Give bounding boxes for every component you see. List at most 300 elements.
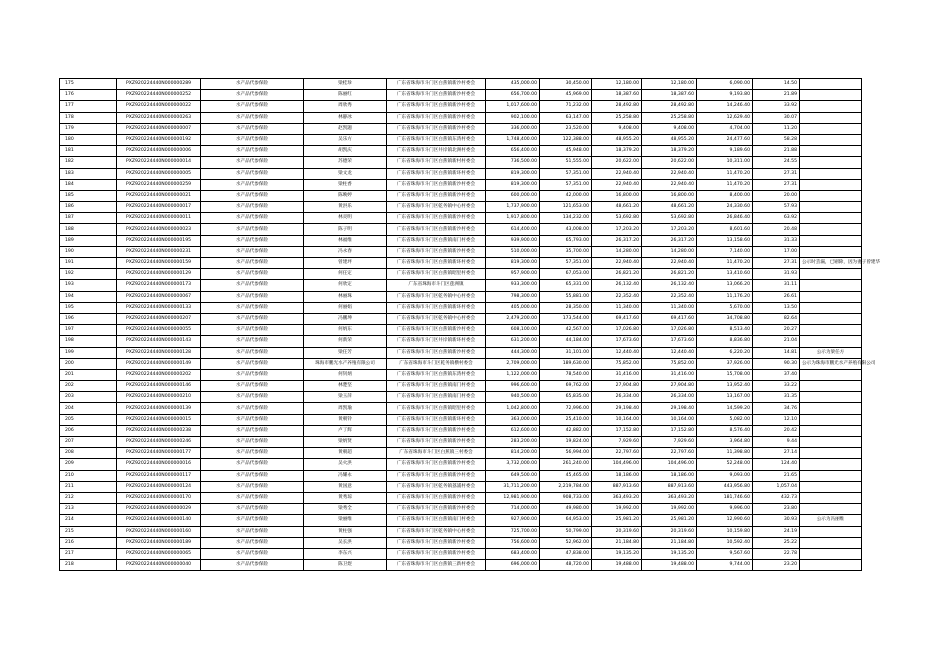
cell-row-number: 195 (60, 302, 117, 313)
cell-county-subsidy: 6,220.20 (697, 347, 753, 358)
cell-row-number: 205 (60, 414, 117, 425)
cell-central-subsidy: 17,203.20 (592, 224, 642, 235)
table-row (60, 381, 862, 392)
cell-county-subsidy: 10,311.00 (697, 157, 753, 168)
cell-address: 广东省珠海市斗门区白蕉镇新环村委会 (387, 302, 486, 313)
cell-premium: 71,232.00 (540, 101, 592, 112)
cell-central-subsidy: 75,852.00 (592, 358, 642, 369)
cell-premium: 30,450.00 (540, 79, 592, 90)
cell-provincial-subsidy: 12,440.40 (642, 347, 697, 358)
cell-row-number: 184 (60, 179, 117, 190)
cell-provincial-subsidy: 48,661.20 (642, 202, 697, 213)
cell-provincial-subsidy: 104,496.00 (642, 459, 697, 470)
cell-row-number: 214 (60, 515, 117, 526)
cell-provincial-subsidy: 28,492.80 (642, 101, 697, 112)
cell-address: 广东省珠海市斗门区白蕉镇新沙村委会 (387, 101, 486, 112)
cell-row-number: 207 (60, 437, 117, 448)
cell-insured-name: 冯永春 (304, 246, 387, 257)
cell-address: 广东省珠海市斗门区白蕉镇新沙村委会 (387, 246, 486, 257)
cell-premium: 23,520.00 (540, 123, 592, 134)
cell-address: 广东省珠海市斗门区白蕉镇三新村委会 (387, 560, 486, 571)
cell-address: 广东省珠海市斗门区白蕉镇东湾村委会 (387, 369, 486, 380)
cell-premium: 65,793.00 (540, 235, 592, 246)
cell-policy-number: PXZ920224440N000000014 (117, 157, 201, 168)
table-row (60, 246, 862, 257)
cell-provincial-subsidy: 16,800.00 (642, 190, 697, 201)
cell-remark (800, 224, 862, 235)
cell-quantity: 25.22 (753, 537, 800, 548)
cell-insured-amount: 819,300.00 (486, 258, 540, 269)
cell-policy-number: PXZ920224440N000000146 (117, 381, 201, 392)
cell-insurance-type: 水产品代参保险 (201, 425, 304, 436)
table-row (60, 213, 862, 224)
cell-insured-name: 曾建坪 (304, 258, 387, 269)
cell-premium: 45,465.00 (540, 470, 592, 481)
cell-insured-amount: 444,300.00 (486, 347, 540, 358)
cell-county-subsidy: 8,601.60 (697, 224, 753, 235)
cell-county-subsidy: 11,398.80 (697, 448, 753, 459)
table-row (60, 123, 862, 134)
cell-remark (800, 437, 862, 448)
cell-policy-number: PXZ920224440N000000195 (117, 235, 201, 246)
cell-quantity: 27.31 (753, 168, 800, 179)
cell-remark (800, 246, 862, 257)
cell-row-number: 199 (60, 347, 117, 358)
cell-central-subsidy: 19,135.20 (592, 548, 642, 559)
cell-insured-amount: 31,711,200.00 (486, 481, 540, 492)
cell-insured-name: 梁丽维 (304, 515, 387, 526)
table-row (60, 560, 862, 571)
cell-central-subsidy: 22,797.60 (592, 448, 642, 459)
cell-premium: 25,410.00 (540, 414, 592, 425)
cell-provincial-subsidy: 14,280.00 (642, 246, 697, 257)
cell-insured-name: 何任定 (304, 269, 387, 280)
cell-remark (800, 492, 862, 503)
cell-address: 广东省珠海市斗门区白蕉镇昭里村委会 (387, 403, 486, 414)
cell-provincial-subsidy: 27,904.80 (642, 381, 697, 392)
cell-policy-number: PXZ920224440N000000202 (117, 369, 201, 380)
cell-insurance-type: 水产品代参保险 (201, 336, 304, 347)
cell-insurance-type: 水产品代参保险 (201, 157, 304, 168)
cell-insured-name: 林炎明 (304, 213, 387, 224)
cell-premium: 57,351.00 (540, 258, 592, 269)
cell-insurance-type: 水产品代参保险 (201, 213, 304, 224)
cell-county-subsidy: 26,846.40 (697, 213, 753, 224)
cell-insurance-type: 水产品代参保险 (201, 448, 304, 459)
cell-insurance-type: 水产品代参保险 (201, 392, 304, 403)
table-row (60, 481, 862, 492)
cell-quantity: 21.65 (753, 470, 800, 481)
cell-premium: 42,567.00 (540, 325, 592, 336)
cell-insurance-type: 水产品代参保险 (201, 414, 304, 425)
cell-insured-amount: 1,748,400.00 (486, 134, 540, 145)
cell-premium: 908,733.00 (540, 492, 592, 503)
cell-central-subsidy: 25,981.20 (592, 515, 642, 526)
cell-policy-number: PXZ920224440N000000011 (117, 213, 201, 224)
cell-quantity: 31.35 (753, 392, 800, 403)
cell-central-subsidy: 11,340.00 (592, 302, 642, 313)
cell-insurance-type: 水产品代参保险 (201, 79, 304, 90)
cell-premium: 31,101.00 (540, 347, 592, 358)
cell-quantity: 58.28 (753, 134, 800, 145)
cell-quantity: 90.30 (753, 358, 800, 369)
cell-insured-name: 吴火洪 (304, 459, 387, 470)
cell-county-subsidy: 5,670.00 (697, 302, 753, 313)
cell-central-subsidy: 18,379.20 (592, 146, 642, 157)
cell-row-number: 196 (60, 313, 117, 324)
cell-insured-amount: 1,122,000.00 (486, 369, 540, 380)
cell-central-subsidy: 12,180.00 (592, 79, 642, 90)
cell-insured-name: 黄秀琼 (304, 492, 387, 503)
cell-insured-amount: 756,600.00 (486, 537, 540, 548)
cell-central-subsidy: 26,132.40 (592, 280, 642, 291)
cell-insurance-type: 水产品代参保险 (201, 560, 304, 571)
cell-central-subsidy: 48,661.20 (592, 202, 642, 213)
cell-premium: 121,653.00 (540, 202, 592, 213)
table-row (60, 235, 862, 246)
cell-remark (800, 369, 862, 380)
cell-central-subsidy: 19,992.00 (592, 504, 642, 515)
cell-premium: 122,388.00 (540, 134, 592, 145)
cell-county-subsidy: 24,330.60 (697, 202, 753, 213)
cell-address: 广东省珠海市斗门区白蕉镇南门村委会 (387, 235, 486, 246)
cell-quantity: 33.92 (753, 101, 800, 112)
cell-central-subsidy: 20,622.00 (592, 157, 642, 168)
cell-provincial-subsidy: 7,929.60 (642, 437, 697, 448)
cell-row-number: 192 (60, 269, 117, 280)
cell-central-subsidy: 16,800.00 (592, 190, 642, 201)
cell-row-number: 183 (60, 168, 117, 179)
cell-policy-number: PXZ920224440N000000139 (117, 403, 201, 414)
cell-insured-name: 何炳东 (304, 325, 387, 336)
cell-insurance-type: 水产品代参保险 (201, 403, 304, 414)
cell-provincial-subsidy: 21,184.80 (642, 537, 697, 548)
cell-premium: 134,232.00 (540, 213, 592, 224)
cell-insured-name: 胡凯庆 (304, 146, 387, 157)
cell-county-subsidy: 12,629.40 (697, 112, 753, 123)
cell-provincial-subsidy: 17,673.60 (642, 336, 697, 347)
cell-insured-amount: 614,400.00 (486, 224, 540, 235)
table-row (60, 470, 862, 481)
cell-insurance-type: 水产品代参保险 (201, 112, 304, 123)
cell-row-number: 204 (60, 403, 117, 414)
cell-insurance-type: 水产品代参保险 (201, 269, 304, 280)
cell-quantity: 27.31 (753, 258, 800, 269)
cell-county-subsidy: 52,248.00 (697, 459, 753, 470)
cell-quantity: 33.22 (753, 381, 800, 392)
cell-remark (800, 101, 862, 112)
table-row (60, 134, 862, 145)
cell-premium: 72,996.00 (540, 403, 592, 414)
cell-quantity: 21.04 (753, 336, 800, 347)
cell-insured-name: 梁柱香 (304, 179, 387, 190)
cell-insurance-type: 水产品代参保险 (201, 190, 304, 201)
table-row (60, 526, 862, 537)
cell-policy-number: PXZ920224440N000000238 (117, 425, 201, 436)
cell-row-number: 210 (60, 470, 117, 481)
cell-remark: 公示为冯丽维 (800, 515, 862, 526)
cell-provincial-subsidy: 19,992.00 (642, 504, 697, 515)
cell-insured-name: 梁秀全 (304, 504, 387, 515)
cell-row-number: 206 (60, 425, 117, 436)
table-row (60, 358, 862, 369)
cell-policy-number: PXZ920224440N000000007 (117, 123, 201, 134)
cell-quantity: 26.61 (753, 291, 800, 302)
table-row (60, 537, 862, 548)
table-row (60, 515, 862, 526)
cell-policy-number: PXZ920224440N000000170 (117, 492, 201, 503)
cell-quantity: 23.20 (753, 560, 800, 571)
cell-premium: 42,000.00 (540, 190, 592, 201)
cell-policy-number: PXZ920224440N000000133 (117, 302, 201, 313)
cell-quantity: 57.93 (753, 202, 800, 213)
cell-row-number: 186 (60, 202, 117, 213)
cell-insured-name: 林楚坚 (304, 381, 387, 392)
cell-central-subsidy: 14,280.00 (592, 246, 642, 257)
table-row (60, 291, 862, 302)
cell-remark (800, 336, 862, 347)
cell-insured-name: 赵凯题 (304, 123, 387, 134)
cell-insured-amount: 819,300.00 (486, 168, 540, 179)
cell-central-subsidy: 22,940.40 (592, 179, 642, 190)
table-row (60, 280, 862, 291)
cell-provincial-subsidy: 9,408.00 (642, 123, 697, 134)
cell-central-subsidy: 363,493.20 (592, 492, 642, 503)
cell-address: 广东省珠海市斗门区乾务镇中心村委会 (387, 291, 486, 302)
table-row (60, 347, 862, 358)
cell-provincial-subsidy: 29,198.40 (642, 403, 697, 414)
cell-quantity: 124.40 (753, 459, 800, 470)
table-row (60, 403, 862, 414)
cell-county-subsidy: 37,926.00 (697, 358, 753, 369)
cell-remark: 公示为梁任方 (800, 347, 862, 358)
table-body (60, 79, 881, 571)
cell-quantity: 20.00 (753, 190, 800, 201)
cell-insured-name: 陈丽红 (304, 90, 387, 101)
cell-central-subsidy: 29,198.40 (592, 403, 642, 414)
cell-insured-name: 何丽娟 (304, 302, 387, 313)
cell-insurance-type: 水产品代参保险 (201, 492, 304, 503)
cell-county-subsidy: 13,410.60 (697, 269, 753, 280)
cell-row-number: 190 (60, 246, 117, 257)
table-row (60, 325, 862, 336)
cell-insurance-type: 水产品代参保险 (201, 258, 304, 269)
cell-provincial-subsidy: 17,026.80 (642, 325, 697, 336)
cell-insurance-type: 水产品代参保险 (201, 381, 304, 392)
table-row (60, 79, 862, 90)
cell-insured-amount: 405,000.00 (486, 302, 540, 313)
cell-quantity: 20.27 (753, 325, 800, 336)
table-row (60, 425, 862, 436)
table-row (60, 269, 862, 280)
cell-policy-number: PXZ920224440N000000124 (117, 481, 201, 492)
cell-provincial-subsidy: 12,180.00 (642, 79, 697, 90)
cell-central-subsidy: 19,488.00 (592, 560, 642, 571)
cell-insurance-type: 水产品代参保险 (201, 325, 304, 336)
cell-insured-amount: 3,732,000.00 (486, 459, 540, 470)
cell-insurance-type: 水产品代参保险 (201, 504, 304, 515)
cell-row-number: 198 (60, 336, 117, 347)
cell-central-subsidy: 27,904.80 (592, 381, 642, 392)
cell-insurance-type: 水产品代参保险 (201, 437, 304, 448)
cell-quantity: 63.92 (753, 213, 800, 224)
cell-provincial-subsidy: 11,340.00 (642, 302, 697, 313)
cell-county-subsidy: 13,952.40 (697, 381, 753, 392)
cell-remark (800, 537, 862, 548)
cell-premium: 57,351.00 (540, 179, 592, 190)
table-row (60, 369, 862, 380)
cell-policy-number: PXZ920224440N000000252 (117, 90, 201, 101)
cell-premium: 50,799.00 (540, 526, 592, 537)
cell-county-subsidy: 9,996.00 (697, 504, 753, 515)
table-row (60, 313, 862, 324)
cell-quantity: 24.55 (753, 157, 800, 168)
cell-remark (800, 504, 862, 515)
cell-county-subsidy: 4,704.00 (697, 123, 753, 134)
cell-county-subsidy: 13,167.00 (697, 392, 753, 403)
cell-address: 广东省珠海市斗门区白蕉镇新沙村委会 (387, 437, 486, 448)
cell-county-subsidy: 14,599.20 (697, 403, 753, 414)
cell-row-number: 175 (60, 79, 117, 90)
cell-address: 广东省珠海市斗门区白蕉镇新沙村委会 (387, 179, 486, 190)
cell-central-subsidy: 69,417.60 (592, 313, 642, 324)
cell-provincial-subsidy: 17,152.80 (642, 425, 697, 436)
table-row (60, 302, 862, 313)
cell-premium: 48,720.00 (540, 560, 592, 571)
cell-remark (800, 481, 862, 492)
cell-insurance-type: 水产品代参保险 (201, 134, 304, 145)
cell-remark (800, 560, 862, 571)
cell-row-number: 216 (60, 537, 117, 548)
cell-insurance-type: 水产品代参保险 (201, 481, 304, 492)
table-row (60, 224, 862, 235)
cell-insured-amount: 736,500.00 (486, 157, 540, 168)
cell-row-number: 178 (60, 112, 117, 123)
cell-insured-amount: 1,017,600.00 (486, 101, 540, 112)
cell-policy-number: PXZ920224440N000000023 (117, 224, 201, 235)
cell-premium: 51,555.00 (540, 157, 592, 168)
cell-county-subsidy: 11,470.20 (697, 179, 753, 190)
cell-policy-number: PXZ920224440N000000159 (117, 258, 201, 269)
cell-row-number: 208 (60, 448, 117, 459)
cell-county-subsidy: 3,964.80 (697, 437, 753, 448)
cell-central-subsidy: 104,496.00 (592, 459, 642, 470)
cell-insured-amount: 940,500.00 (486, 392, 540, 403)
cell-policy-number: PXZ920224440N000000006 (117, 146, 201, 157)
cell-remark (800, 548, 862, 559)
cell-remark (800, 134, 862, 145)
table-row (60, 392, 862, 403)
cell-central-subsidy: 26,334.00 (592, 392, 642, 403)
cell-row-number: 215 (60, 526, 117, 537)
cell-insured-name: 何钊炳 (304, 369, 387, 380)
cell-central-subsidy: 20,319.60 (592, 526, 642, 537)
cell-provincial-subsidy: 17,203.20 (642, 224, 697, 235)
cell-insured-amount: 814,200.00 (486, 448, 540, 459)
cell-county-subsidy: 14,246.40 (697, 101, 753, 112)
cell-remark (800, 448, 862, 459)
cell-row-number: 191 (60, 258, 117, 269)
table-row (60, 548, 862, 559)
table-row (60, 448, 862, 459)
table-row (60, 146, 862, 157)
cell-policy-number: PXZ920224440N000000005 (117, 168, 201, 179)
cell-central-subsidy: 18,186.00 (592, 470, 642, 481)
cell-address: 广东省珠海市斗门区白蕉镇新沙村委会 (387, 213, 486, 224)
cell-county-subsidy: 8,576.40 (697, 425, 753, 436)
cell-central-subsidy: 10,164.00 (592, 414, 642, 425)
cell-row-number: 194 (60, 291, 117, 302)
cell-insured-name: 林静冰 (304, 112, 387, 123)
cell-remark: 公示时丢漏，已剔除，因为妻子曾建华 (800, 258, 862, 269)
cell-premium: 55,881.00 (540, 291, 592, 302)
cell-central-subsidy: 22,940.40 (592, 258, 642, 269)
cell-quantity: 23.80 (753, 504, 800, 515)
cell-provincial-subsidy: 25,258.80 (642, 112, 697, 123)
cell-insured-name: 周欣秀 (304, 101, 387, 112)
cell-address: 广东省珠海市斗门区白蕉镇新沙村委会 (387, 347, 486, 358)
cell-insured-amount: 600,000.00 (486, 190, 540, 201)
cell-insurance-type: 水产品代参保险 (201, 537, 304, 548)
cell-insured-name: 林丽珠 (304, 291, 387, 302)
cell-insurance-type: 水产品代参保险 (201, 291, 304, 302)
cell-insured-name: 梁任芳 (304, 347, 387, 358)
cell-county-subsidy: 8,400.00 (697, 190, 753, 201)
cell-county-subsidy: 11,470.20 (697, 168, 753, 179)
cell-quantity: 20.42 (753, 425, 800, 436)
cell-remark (800, 190, 862, 201)
cell-address: 广东省珠海市斗门区白蕉镇南门村委会 (387, 381, 486, 392)
cell-address: 广东省珠海市斗门区白蕉镇新沙村委会 (387, 425, 486, 436)
cell-insurance-type: 水产品代参保险 (201, 168, 304, 179)
cell-insurance-type: 水产品代参保险 (201, 515, 304, 526)
cell-remark (800, 425, 862, 436)
cell-central-subsidy: 26,317.20 (592, 235, 642, 246)
cell-county-subsidy: 5,082.00 (697, 414, 753, 425)
cell-quantity: 13.50 (753, 302, 800, 313)
insurance-table (59, 78, 881, 571)
cell-central-subsidy: 28,492.80 (592, 101, 642, 112)
cell-premium: 173,544.00 (540, 313, 592, 324)
cell-county-subsidy: 11,470.20 (697, 258, 753, 269)
cell-quantity: 9.44 (753, 437, 800, 448)
cell-central-subsidy: 17,152.80 (592, 425, 642, 436)
cell-quantity: 14.81 (753, 347, 800, 358)
cell-premium: 43,008.00 (540, 224, 592, 235)
cell-quantity: 27.31 (753, 179, 800, 190)
cell-remark (800, 403, 862, 414)
cell-provincial-subsidy: 19,135.20 (642, 548, 697, 559)
cell-insured-name: 梁文龙 (304, 168, 387, 179)
cell-address: 广东省珠海市斗门区白蕉镇新沙村委会 (387, 504, 486, 515)
table-row (60, 336, 862, 347)
cell-premium: 45,969.00 (540, 90, 592, 101)
cell-row-number: 187 (60, 213, 117, 224)
cell-county-subsidy: 9,567.60 (697, 548, 753, 559)
spreadsheet (59, 78, 881, 571)
cell-address: 广东省珠海市斗门区白蕉镇新沙村委会 (387, 224, 486, 235)
cell-address: 广东省珠海市斗门区井岸镇新环村委会 (387, 336, 486, 347)
cell-policy-number: PXZ920224440N000000140 (117, 515, 201, 526)
cell-provincial-subsidy: 18,379.20 (642, 146, 697, 157)
table-row (60, 179, 862, 190)
cell-premium: 2,219,784.00 (540, 481, 592, 492)
cell-provincial-subsidy: 26,821.20 (642, 269, 697, 280)
cell-county-subsidy: 10,592.40 (697, 537, 753, 548)
cell-county-subsidy: 10,159.80 (697, 526, 753, 537)
cell-insurance-type: 水产品代参保险 (201, 246, 304, 257)
cell-premium: 28,350.00 (540, 302, 592, 313)
